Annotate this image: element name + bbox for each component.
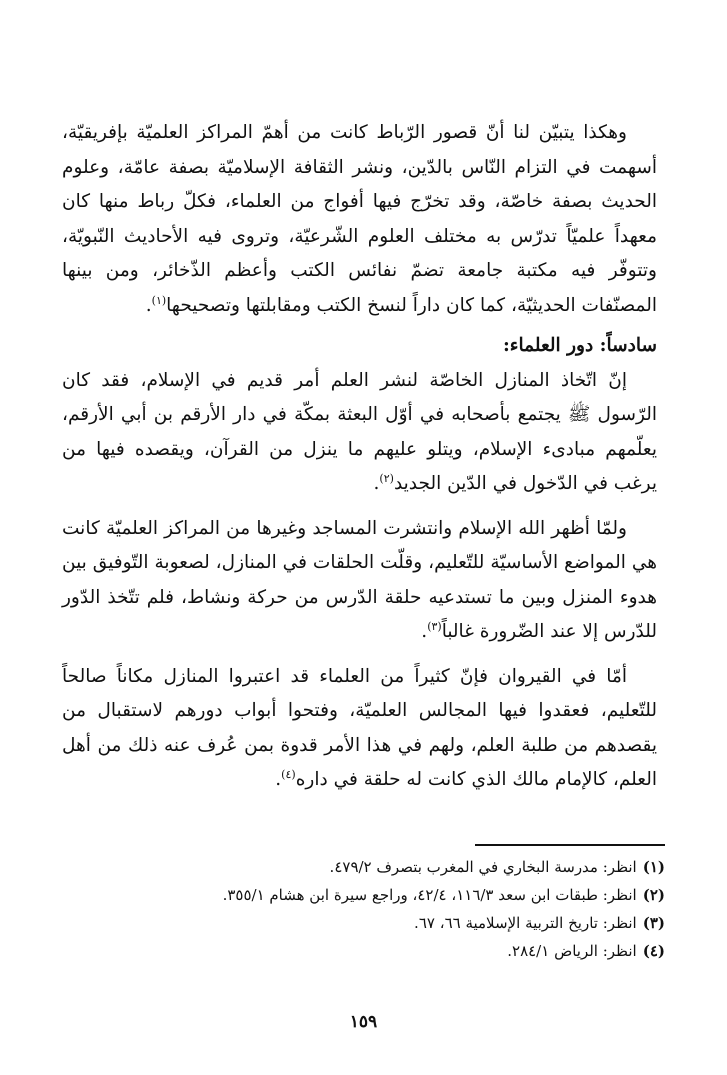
footnote-ref-2[interactable]: (٢) [379,471,394,485]
footnote-2 [65,881,665,909]
footnote-4 [65,937,665,965]
footnote-text: انظر: الرياض ٢٨٤/١. [507,942,637,960]
paragraph-end-punct: . [421,621,428,642]
paragraph-text: وهكذا يتبيّن لنا أنّ قصور الرّباط كانت من أهمّ المراكز العلميّة بإفريقيّة، أسهمت في التزام النّاس بالدّين، ونشر الثقافة الإسلاميّة بصفة عامّة، وعلوم الحديث بصفة خاصّة، وقد تخرّج فيها أفواج من العلماء، فكلّ رباط منها كان معهداً علميّاً تدرّس به مختلف العلوم الشّرعيّة، وتروى فيه الأحاديث النّبويّة، وتتوفّر فيه مكتبة جامعة تضمّ نفائس الكتب وأعظم الذّخائر، ومن بينها المصنّفات الحديثيّة، كما كان داراً لنسخ الكتب ومقابلتها وتصحيحها [62,122,657,316]
paragraph-text: إنّ اتّخاذ المنازل الخاصّة لنشر العلم أمر قديم في الإسلام، فقد كان الرّسول ﷺ يجتمع بأصحابه في أوّل البعثة بمكّة في دار الأرقم بن أبي الأرقم، يعلّمهم مبادىء الإسلام، ويتلو عليهم ما ينزل من القرآن، ويقصده فيها من يرغب في الدّخول في الدّين الجديد [62,369,657,494]
paragraph-text: أمّا في القيروان فإنّ كثيراً من العلماء قد اعتبروا المنازل مكاناً صالحاً للتّعليم، فعقدوا فيها المجالس العلميّة، وفتحوا أبواب دورهم لاستقبال من يقصدهم من طلبة العلم، ولهم في هذا الأمر قدوة بمن عُرف عنه ذلك من أهل العلم، كالإمام مالك الذي كانت له حلقة في داره [62,665,657,790]
paragraph-end-punct: . [373,473,380,494]
footnote-ref-1[interactable]: (١) [151,293,167,307]
paragraph-mosques-spread [62,512,657,650]
paragraph-homes-origin [62,364,657,502]
footnote-number: (٤) [642,942,665,960]
footnote-number: (٣) [642,914,665,932]
footnote-number: (١) [642,858,665,876]
section-heading-scholars-homes: سادساً: دور العلماء: [502,335,657,356]
footnote-number: (٢) [642,886,665,904]
footnote-text: انظر: تاريخ التربية الإسلامية ٦٦، ٦٧. [414,914,637,932]
paragraph-kairouan-homes [62,660,657,798]
footnote-3 [65,909,665,937]
paragraph-end-punct: . [145,294,152,316]
main-text [62,116,657,798]
page-number: ١٥٩ [349,1012,378,1032]
footnote-ref-3[interactable]: (٣) [427,619,442,633]
footnote-divider [475,844,665,846]
footnote-ref-4[interactable]: (٤) [281,767,296,781]
paragraph-ribat-summary [62,116,657,323]
footnotes [65,853,665,965]
footnote-text: انظر: مدرسة البخاري في المغرب بتصرف ٤٧٩/٢. [329,858,637,876]
footnote-1 [65,853,665,881]
paragraph-end-punct: . [275,769,282,790]
footnote-text: انظر: طبقات ابن سعد ١١٦/٣، ٤٢/٤، وراجع سيرة ابن هشام ٣٥٥/١. [222,886,637,904]
paragraph-text: ولمّا أظهر الله الإسلام وانتشرت المساجد وغيرها من المراكز العلميّة كانت هي المواضع الأساسيّة للتّعليم، وقلّت الحلقات في المنازل، لصعوبة التّوفيق بين هدوء المنزل وبين ما تستدعيه حلقة الدّرس من حركة ونشاط، فلم تتّخذ الدّور للدّرس إلا عند الضّرورة غالباً [62,517,657,642]
